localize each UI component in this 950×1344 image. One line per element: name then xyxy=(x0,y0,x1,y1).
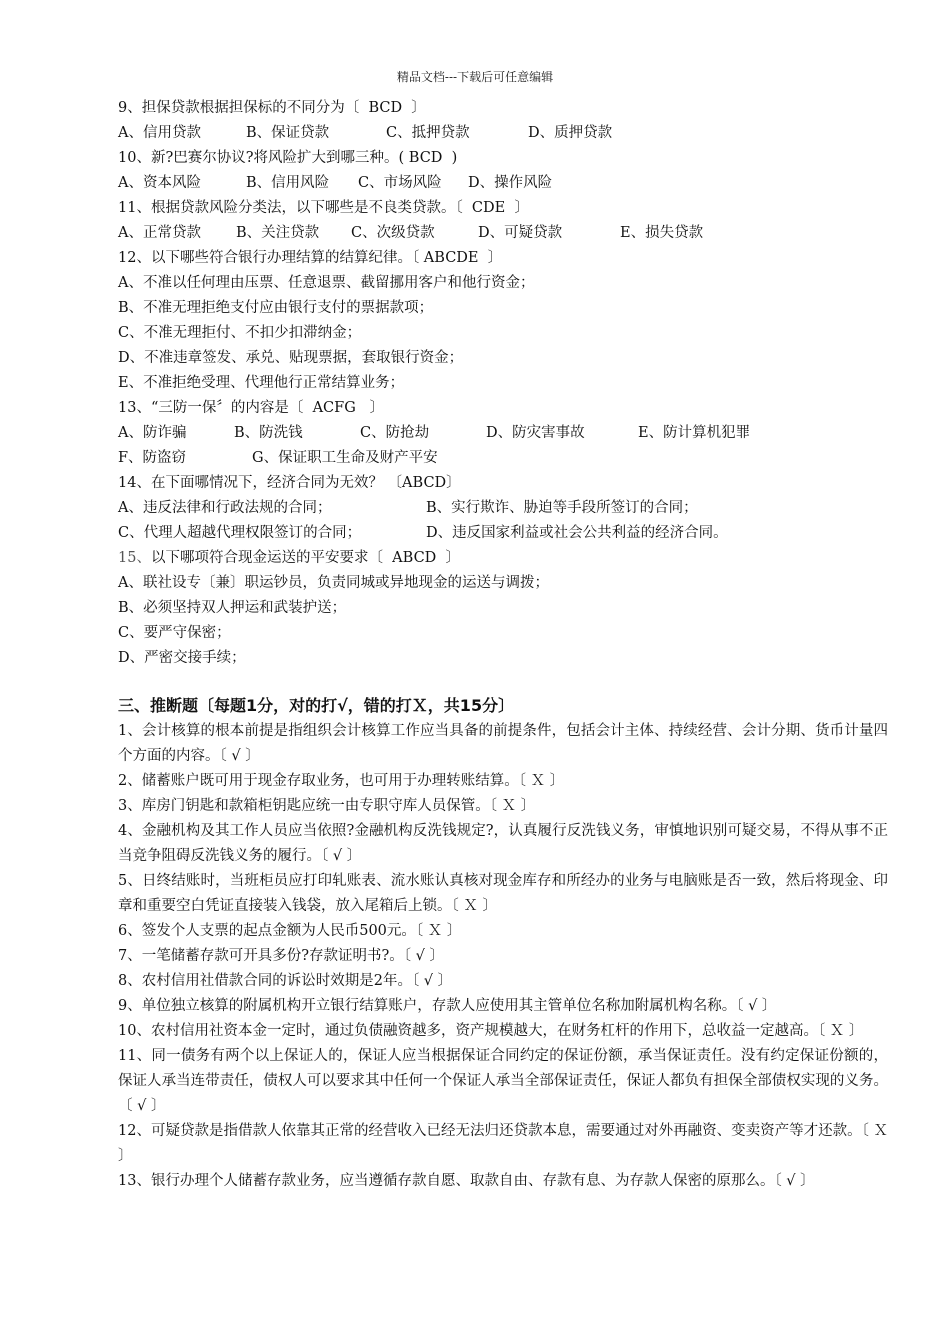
question-14-options xyxy=(118,496,888,521)
option: B、关注贷款 xyxy=(236,225,320,241)
option: D、防灾害事故 xyxy=(486,425,585,441)
option: A、正常贷款 xyxy=(118,225,201,241)
question-13-options xyxy=(118,421,888,446)
option: E、不准拒绝受理、代理他行正常结算业务； xyxy=(118,375,405,391)
option: B、保证贷款 xyxy=(246,125,330,141)
option: C、防抢劫 xyxy=(360,425,430,441)
judge-item-1: 1、会计核算的根本前提是指组织会计核算工作应当具备的前提条件，包括会计主体、持续经营、会计分期、货币计量四个方面的内容。〔 √ 〕 xyxy=(118,723,888,764)
judge-item-6: 6、签发个人支票的起点金额为人民币500元。〔 Ｘ 〕 xyxy=(118,923,462,939)
option: B、实行欺诈、胁迫等手段所签订的合同； xyxy=(426,500,698,516)
question-11-options xyxy=(118,221,888,246)
option: C、代理人超越代理权限签订的合同； xyxy=(118,525,362,541)
option: B、防洗钱 xyxy=(234,425,303,441)
question-14-options-row2 xyxy=(118,521,888,546)
page-header: 精品文档---下载后可任意编辑 xyxy=(396,70,554,84)
judge-item-9: 9、单位独立核算的附属机构开立银行结算账户，存款人应使用其主管单位名称加附属机构名称。〔 √ 〕 xyxy=(118,998,777,1014)
question-10-options xyxy=(118,171,888,196)
option: A、不准以任何理由压票、任意退票、截留挪用客户和他行资金； xyxy=(118,275,535,291)
option: B、信用风险 xyxy=(246,175,330,191)
option: D、质押贷款 xyxy=(528,125,613,141)
section-title-judge: 三、推断题〔每题1分，对的打√，错的打Ｘ，共15分〕 xyxy=(118,696,515,715)
question-9-options xyxy=(118,121,888,146)
question-10: 10、新?巴赛尔协议?将风险扩大到哪三种。( BCD ) xyxy=(118,150,458,166)
option: A、防诈骗 xyxy=(118,425,187,441)
question-15 xyxy=(118,546,888,571)
option: D、可疑贷款 xyxy=(478,225,563,241)
option: C、抵押贷款 xyxy=(386,125,470,141)
option: F、防盗窃 xyxy=(118,450,187,466)
option: D、严密交接手续； xyxy=(118,650,246,666)
option: C、不准无理拒付、不扣少扣滞纳金； xyxy=(118,325,362,341)
option: E、损失贷款 xyxy=(620,225,704,241)
question-9: 9、担保贷款根据担保标的不同分为〔 BCD 〕 xyxy=(118,100,426,116)
judge-item-3: 3、库房门钥匙和款箱柜钥匙应统一由专职守库人员保管。〔 Ｘ 〕 xyxy=(118,798,536,814)
option: A、资本风险 xyxy=(118,175,201,191)
question-15-text: 以下哪项符合现金运送的平安要求〔 ABCD 〕 xyxy=(150,550,461,566)
question-12: 12、以下哪些符合银行办理结算的结算纪律。〔 ABCDE 〕 xyxy=(118,250,503,266)
option: B、不准无理拒绝支付应由银行支付的票据款项； xyxy=(118,300,434,316)
option: D、不准违章签发、承兑、贴现票据，套取银行资金； xyxy=(118,350,464,366)
judge-item-13: 13、银行办理个人储蓄存款业务，应当遵循存款自愿、取款自由、存款有息、为存款人保密的原那么。〔 √ 〕 xyxy=(118,1173,815,1189)
option: A、联社设专〔兼〕职运钞员，负责同城或异地现金的运送与调拨； xyxy=(118,575,549,591)
judge-item-2: 2、储蓄账户既可用于现金存取业务，也可用于办理转账结算。〔 Ｘ 〕 xyxy=(118,773,565,789)
option: C、市场风险 xyxy=(358,175,442,191)
judge-item-5: 5、日终结账时，当班柜员应打印轧账表、流水账认真核对现金库存和所经办的业务与电脑账是否一致，然后将现金、印章和重要空白凭证直接装入钱袋，放入尾箱后上锁。〔 Ｘ 〕 xyxy=(118,873,888,914)
question-11: 11、根据贷款风险分类法，以下哪些是不良类贷款。〔 CDE 〕 xyxy=(118,200,529,216)
judge-item-7: 7、一笔储蓄存款可开具多份?存款证明书?。〔 √ 〕 xyxy=(118,948,444,964)
judge-item-10: 10、农村信用社资本金一定时，通过负债融资越多，资产规模越大，在财务杠杆的作用下，总收益一定越高。〔 Ｘ 〕 xyxy=(118,1023,864,1039)
judge-item-8: 8、农村信用社借款合同的诉讼时效期是2年。〔 √ 〕 xyxy=(118,973,453,989)
option: C、次级贷款 xyxy=(351,225,435,241)
judge-item-11: 11、同一债务有两个以上保证人的，保证人应当根据保证合同约定的保证份额，承当保证责任。没有约定保证份额的，保证人承当连带责任，债权人可以要求其中任何一个保证人承当全部保证责任，保证人都负有担保全部债权实现的义务。〔 √ 〕 xyxy=(118,1048,888,1114)
option: G、保证职工生命及财产平安 xyxy=(252,450,438,466)
judge-item-12: 12、可疑贷款是指借款人依靠其正常的经营收入已经无法归还贷款本息，需要通过对外再融资、变卖资产等才还款。〔 Ｘ 〕 xyxy=(118,1123,888,1164)
document-body xyxy=(118,96,888,1194)
option: C、要严守保密； xyxy=(118,625,231,641)
option: D、操作风险 xyxy=(468,175,553,191)
question-13: 13、“三防一保〞的内容是〔 ACFG 〕 xyxy=(118,400,385,416)
option: D、违反国家利益或社会公共利益的经济合同。 xyxy=(426,525,728,541)
option: B、必须坚持双人押运和武装护送； xyxy=(118,600,347,616)
question-14: 14、在下面哪情况下，经济合同为无效？ 〔ABCD〕 xyxy=(118,475,461,491)
option: E、防计算机犯罪 xyxy=(638,425,751,441)
option: A、违反法律和行政法规的合同； xyxy=(118,500,332,516)
question-15-number: 15、 xyxy=(118,550,151,566)
judge-item-4: 4、金融机构及其工作人员应当依照?金融机构反洗钱规定?，认真履行反洗钱义务，审慎地识别可疑交易，不得从事不正当竞争阻碍反洗钱义务的履行。〔 √ 〕 xyxy=(118,823,888,864)
question-13-options-row2 xyxy=(118,446,888,471)
option: A、信用贷款 xyxy=(118,125,201,141)
